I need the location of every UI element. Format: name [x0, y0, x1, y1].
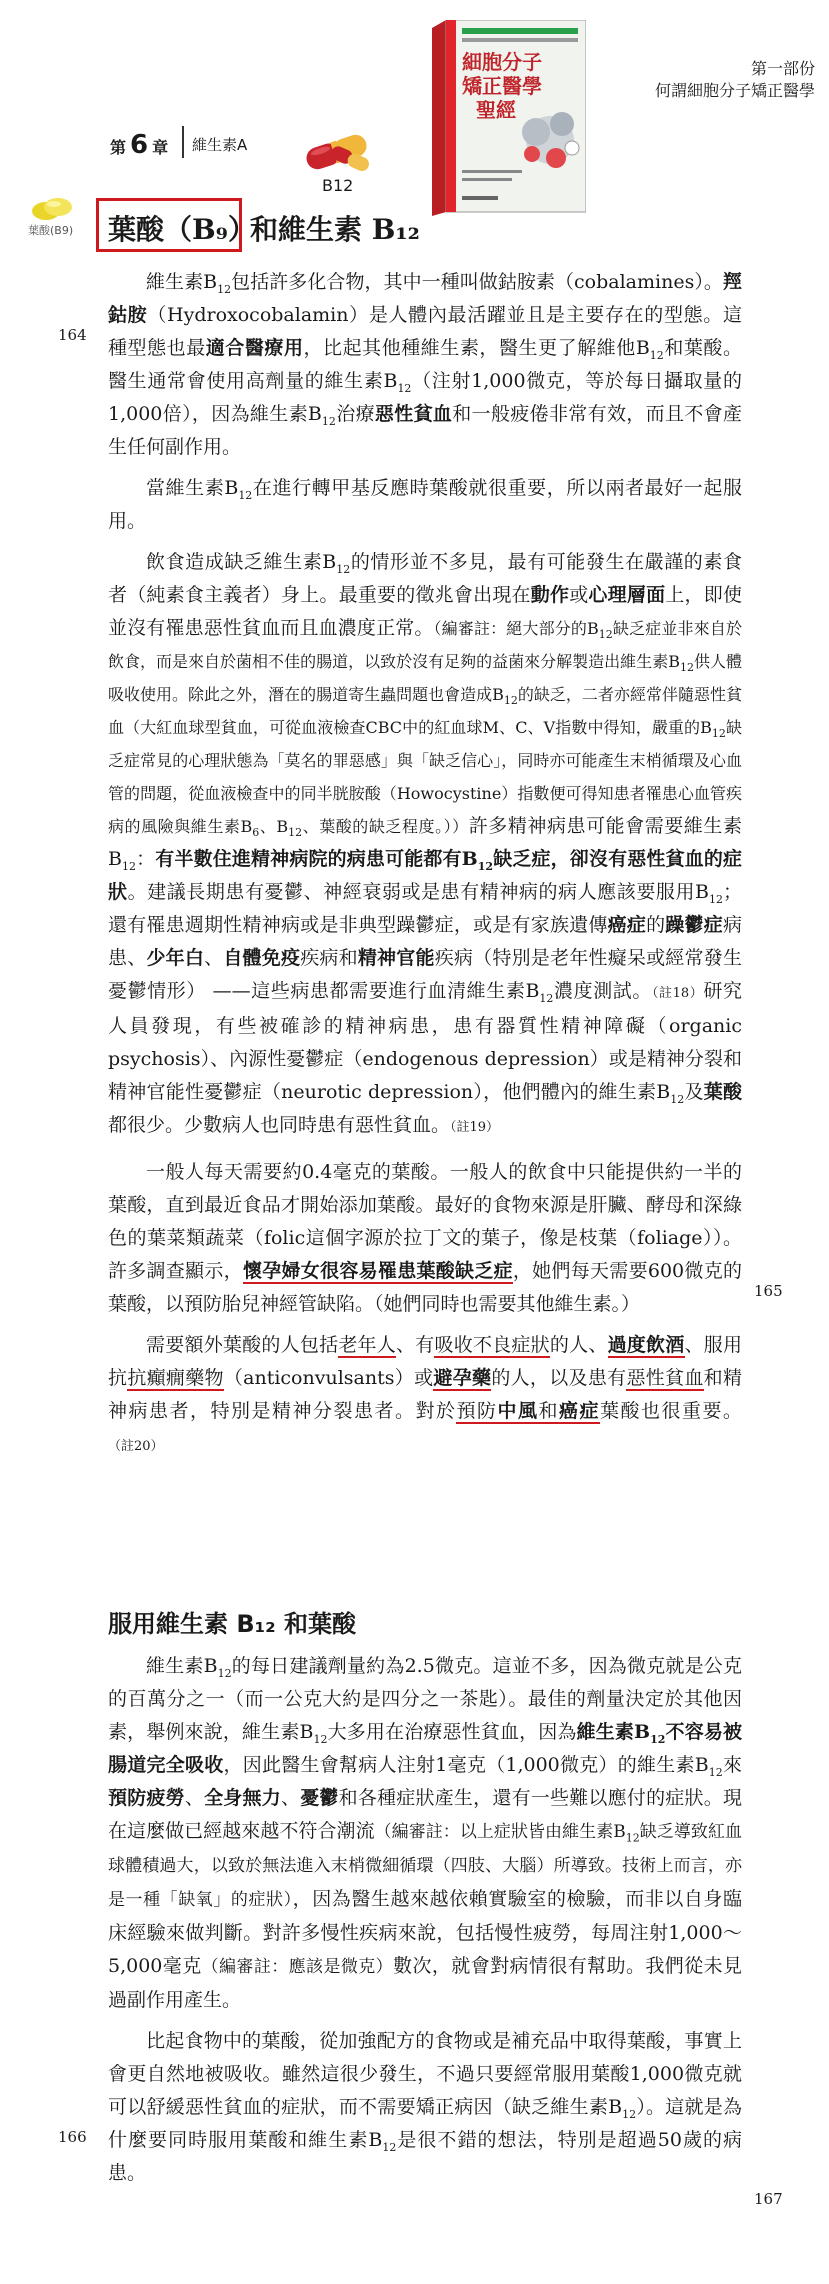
chapter-divider [182, 126, 184, 158]
part-heading: 第一部份 何謂細胞分子矯正醫學 [654, 59, 815, 100]
paragraph: 一般人每天需要約0.4毫克的葉酸。一般人的飲食中只能提供約一半的葉酸，直到最近食品才開始添加葉酸。最好的食物來源是肝臟、酵母和深綠色的葉菜類蔬菜（folic這個字源於拉丁文的葉子，像是枝葉（foliage））。許多調查顯示，懷孕婦女很容易罹患葉酸缺乏症，她們每天需要600微克的葉酸，以預防胎兒神經管缺陷。（她們同時也需要其他維生素。） [108, 1161, 742, 1315]
chapter-label: 第 6 章 [110, 130, 169, 160]
page-number-166: 166 [58, 2128, 87, 2146]
paragraph: 維生素$B_{12}$包括許多化合物，其中一種叫做鈷胺素（cobalamines）。羥鈷胺（Hydroxocobalamin）是人體內最活躍並且是主要存在的型態。這種型態也最適合醫療用，比起其他種維生素，醫生更了解維他$B_{12}$和葉酸。 醫生通常會使用高劑量的維生素$B_{12}$（注射1,000微克，等於每日攝取量的1,000倍），因為維生素$B_{12}$治療惡性貧血和一般疲倦非常有效，而且不會產生任何副作用。 [108, 271, 742, 458]
page-number-167: 167 [754, 2190, 783, 2208]
chapter-name: 維生素A [192, 136, 248, 154]
paragraph: 當維生素$B_{12}$在進行轉甲基反應時葉酸就很重要，所以兩者最好一起服用。 [108, 477, 742, 532]
capsule-icon [300, 128, 380, 178]
body-section-2 [108, 1650, 742, 2198]
section-heading: 服用維生素 B₁₂ 和葉酸 [108, 1610, 357, 1638]
paragraph: 維生素$B_{12}$的每日建議劑量約為2.5微克。這並不多，因為微克就是公克的百萬分之一（而一公克大約是四分之一茶匙）。最佳的劑量決定於其他因素，舉例來說，維生素$B_{12}$大多用在治療惡性貧血，因為維生素$B_{12}$不容易被腸道完全吸收，因此醫生會幫病人注射1毫克（1,000微克）的維生素$B_{12}$來預防疲勞、全身無力、憂鬱和各種症狀產生，還有一些難以應付的症狀。現在這麼做已經越來越不符合潮流（編審註：以上症狀皆由維生素$B_{12}$缺乏導致紅血球體積過大，以致於無法進入末梢微細循環（四肢、大腦）所導致。技術上而言，亦是一種「缺氧」的症狀），因為醫生越來越依賴實驗室的檢驗，而非以自身臨床經驗來做判斷。對許多慢性疾病來說，包括慢性疲勞，每周注射1,000～5,000毫克（編審註：應該是微克）數次，就會對病情很有幫助。我們從未見過副作用產生。 [108, 1655, 743, 2011]
page-number-164: 164 [58, 326, 87, 344]
pill-label: 葉酸(B9) [28, 224, 74, 237]
pill-icon [30, 196, 76, 222]
body-section-1 [108, 266, 742, 1471]
paragraph: 飲食造成缺乏維生素$B_{12}$的情形並不多見，最有可能發生在嚴謹的素食者（純素食主義者）身上。最重要的徵兆會出現在動作或心理層面上，即使並沒有罹患惡性貧血而且血濃度正常。（編審註：絕大部分的$B_{12}$缺乏症並非來自於飲食，而是來自於菌相不佳的腸道，以致於沒有足夠的益菌來分解製造出維生素$B_{12}$供人體吸收使用。除此之外，潛在的腸道寄生蟲問題也會造成$B_{12}$的缺乏，二者亦經常伴隨惡性貧血（大紅血球型貧血，可從血液檢查CBC中的紅血球M、C、V指數中得知，嚴重的$B_{12}$缺乏症常見的心理狀態為「莫名的罪惡感」與「缺乏信心」，同時亦可能產生末梢循環及心血管的問題，從血液檢查中的同半胱胺酸（Howocystine）指數便可得知患者罹患心血管疾病的風險與維生素$B_6$、$B_{12}$、葉酸的缺乏程度。））許多精神病患可能會需要維生素$B_{12}$：有半數住進精神病院的病患可能都有$B_{12}$缺乏症，卻沒有惡性貧血的症狀。建議長期患有憂鬱、神經衰弱或是患有精神病的病人應該要服用$B_{12}$；還有罹患週期性精神病或是非典型躁鬱症，或是有家族遺傳癌症的躁鬱症病患、少年白、自體免疫疾病和精神官能疾病（特別是老年性癡呆或經常發生憂鬱情形） ——這些病患都需要進行血清維生素$B_{12}$濃度測試。（註18）研究人員發現，有些被確診的精神病患，患有器質性精神障礙（organic psychosis）、內源性憂鬱症（endogenous depression）或是精神分裂和精神官能性憂鬱症（neurotic depression），他們體內的維生素$B_{12}$及葉酸都很少。少數病人也同時患有惡性貧血。（註19） [108, 551, 742, 1136]
book-title: 細胞分子 矯正醫學 聖經 [462, 50, 542, 122]
paragraph: 比起食物中的葉酸，從加強配方的食物或是補充品中取得葉酸，事實上會更自然地被吸收。雖然這很少發生，不過只要經常服用葉酸1,000微克就可以舒緩惡性貧血的症狀，而不需要矯正病因（缺乏維生素$B_{12}$）。這就是為什麼要同時服用葉酸和維生素$B_{12}$是很不錯的想法，特別是超過50歲的病患。 [108, 2030, 742, 2184]
page-title: 葉酸（B₉） 和維生素 B₁₂ [108, 213, 420, 246]
capsule-label: B12 [322, 176, 354, 195]
paragraph: 需要額外葉酸的人包括老年人、有吸收不良症狀的人、過度飲酒、服用抗抗癲癇藥物（anticonvulsants）或避孕藥的人，以及患有惡性貧血和精神病患者，特別是精神分裂患者。對於預防中風和癌症葉酸也很重要。（註20） [108, 1334, 742, 1454]
page-number-165: 165 [754, 1282, 783, 1300]
